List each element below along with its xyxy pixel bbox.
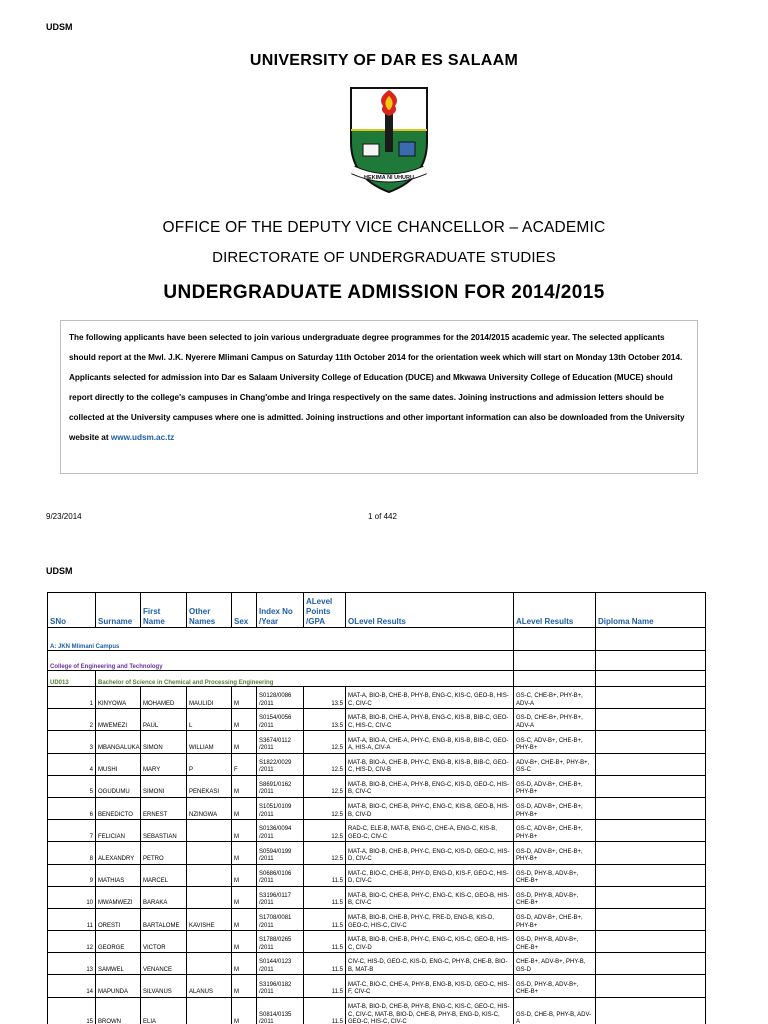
col-header-points: ALevel Points /GPA — [304, 593, 346, 628]
student-sex: M — [232, 975, 257, 997]
student-sex: M — [232, 997, 257, 1024]
student-diploma-name — [596, 953, 706, 975]
student-sno: 10 — [48, 886, 96, 908]
student-diploma-name — [596, 931, 706, 953]
student-sex: M — [232, 775, 257, 797]
student-sno: 14 — [48, 975, 96, 997]
table-row — [48, 775, 706, 797]
student-surname: BROWN — [96, 997, 141, 1024]
student-diploma-name — [596, 908, 706, 930]
student-index-number: S3674/0112 /2011 — [257, 731, 304, 753]
table-row — [48, 997, 706, 1024]
student-index-number: S1051/0109 /2011 — [257, 797, 304, 819]
student-first-name: SIMONI — [141, 775, 187, 797]
student-first-name: BARTALOME — [141, 908, 187, 930]
table-row — [48, 753, 706, 775]
campus-name: A: JKN Mlimani Campus — [48, 628, 514, 651]
student-olevel-results: MAT-B, BIO-D, CHE-B, PHY-B, ENG-C, KIS-C, GEO-C, HIS-C, CIV-C, MAT-B, BIO-D, CHE-B, PHY-B, ENG-D, KIS-C, GEO-C, HIS-C, CIV-C — [346, 997, 514, 1024]
student-diploma-name — [596, 886, 706, 908]
campus-row — [48, 628, 706, 651]
student-surname: BENEDICTO — [96, 797, 141, 819]
student-diploma-name — [596, 731, 706, 753]
student-diploma-name — [596, 975, 706, 997]
student-diploma-name — [596, 842, 706, 864]
student-index-number: S0814/0135 /2011 — [257, 997, 304, 1024]
student-surname: MWEMEZI — [96, 709, 141, 731]
student-diploma-name — [596, 753, 706, 775]
student-alevel-results: GS-C, ADV-B+, CHE-B+, PHY-B+ — [514, 731, 596, 753]
student-diploma-name — [596, 709, 706, 731]
student-surname: OGUDUMU — [96, 775, 141, 797]
table-row — [48, 953, 706, 975]
student-surname: ALEXANDRY — [96, 842, 141, 864]
student-olevel-results: MAT-B, BIO-B, CHE-A, PHY-B, ENG-C, KIS-D, GEO-C, HIS-B, CIV-C — [346, 775, 514, 797]
student-sno: 3 — [48, 731, 96, 753]
student-points: 11.5 — [304, 864, 346, 886]
student-index-number: S8691/0162 /2011 — [257, 775, 304, 797]
student-alevel-results: GS-D, PHY-B, ADV-B+, CHE-B+ — [514, 864, 596, 886]
col-header-sex: Sex — [232, 593, 257, 628]
student-first-name: ELIA — [141, 997, 187, 1024]
page2-header-label: UDSM — [46, 566, 73, 576]
student-first-name: MARY — [141, 753, 187, 775]
student-index-number: S0686/0106 /2011 — [257, 864, 304, 886]
student-first-name: MARCEL — [141, 864, 187, 886]
student-sno: 4 — [48, 753, 96, 775]
student-sex: M — [232, 842, 257, 864]
student-surname: MUSHI — [96, 753, 141, 775]
col-header-alevel: ALevel Results — [514, 593, 596, 628]
student-sno: 2 — [48, 709, 96, 731]
student-sex: M — [232, 820, 257, 842]
student-sex: M — [232, 886, 257, 908]
student-sno: 12 — [48, 931, 96, 953]
student-olevel-results: MAT-C, BIO-C, CHE-B, PHY-D, ENG-D, KIS-F, GEO-C, HIS-D, CIV-C — [346, 864, 514, 886]
footer-date: 9/23/2014 — [46, 512, 82, 521]
student-first-name: MOHAMED — [141, 687, 187, 709]
admission-table — [47, 592, 706, 1024]
student-index-number: S0154/0056 /2011 — [257, 709, 304, 731]
student-sex: M — [232, 731, 257, 753]
student-other-names: P — [187, 753, 232, 775]
student-alevel-results: CHE-B+, ADV-B+, PHY-B, GS-D — [514, 953, 596, 975]
student-first-name: VENANCE — [141, 953, 187, 975]
student-diploma-name — [596, 797, 706, 819]
student-other-names: KAVISHE — [187, 908, 232, 930]
student-sex: M — [232, 931, 257, 953]
student-olevel-results: MAT-A, BIO-A, CHE-A, PHY-C, ENG-B, KIS-B, BIB-C, GEO-A, HIS-A, CIV-A — [346, 731, 514, 753]
student-olevel-results: MAT-C, BIO-C, CHE-A, PHY-B, ENG-B, KIS-D, GEO-C, HIS-F, CIV-C — [346, 975, 514, 997]
student-first-name: SILVANUS — [141, 975, 187, 997]
student-other-names — [187, 886, 232, 908]
college-name: College of Engineering and Technology — [48, 651, 514, 671]
student-olevel-results: MAT-B, BIO-A, CHE-B, PHY-C, ENG-B, KIS-B, BIB-C, GEO-C, HIS-D, CIV-B — [346, 753, 514, 775]
col-header-index: Index No /Year — [257, 593, 304, 628]
programme-code: UD013 — [48, 671, 96, 687]
student-points: 12.5 — [304, 842, 346, 864]
student-index-number: S1822/0029 /2011 — [257, 753, 304, 775]
student-first-name: SIMON — [141, 731, 187, 753]
student-points: 12.5 — [304, 731, 346, 753]
student-sno: 6 — [48, 797, 96, 819]
col-header-olevel: OLevel Results — [346, 593, 514, 628]
directorate-heading: DIRECTORATE OF UNDERGRADUATE STUDIES — [212, 249, 556, 266]
office-heading: OFFICE OF THE DEPUTY VICE CHANCELLOR – ACADEMIC — [162, 219, 606, 236]
student-other-names: NZINGWA — [187, 797, 232, 819]
footer-page-number: 1 of 442 — [368, 512, 397, 521]
student-surname: FELICIAN — [96, 820, 141, 842]
student-points: 11.5 — [304, 908, 346, 930]
student-index-number: S0594/0199 /2011 — [257, 842, 304, 864]
student-surname: KINYOWA — [96, 687, 141, 709]
table-row — [48, 842, 706, 864]
student-olevel-results: MAT-B, BIO-B, CHE-B, PHY-C, ENG-C, KIS-C, GEO-B, HIS-C, CIV-D — [346, 931, 514, 953]
col-header-sno: SNo — [48, 593, 96, 628]
student-surname: MWAMWEZI — [96, 886, 141, 908]
student-alevel-results: GS-D, ADV-B+, CHE-B+, PHY-B+ — [514, 908, 596, 930]
student-surname: GEORGE — [96, 931, 141, 953]
student-index-number: S1788/0265 /2011 — [257, 931, 304, 953]
student-sno: 13 — [48, 953, 96, 975]
student-surname: ORESTI — [96, 908, 141, 930]
student-sno: 8 — [48, 842, 96, 864]
col-header-diploma: Diploma Name — [596, 593, 706, 628]
student-sex: M — [232, 908, 257, 930]
student-olevel-results: MAT-A, BIO-B, CHE-B, PHY-B, ENG-C, KIS-C, GEO-B, HIS-C, CIV-C — [346, 687, 514, 709]
student-points: 11.5 — [304, 975, 346, 997]
student-alevel-results: GS-C, CHE-B+, PHY-B+, ADV-A — [514, 687, 596, 709]
student-alevel-results: GS-C, ADV-B+, CHE-B+, PHY-B+ — [514, 820, 596, 842]
student-alevel-results: GS-D, CHE-B+, PHY-B+, ADV-A — [514, 709, 596, 731]
page-header-label: UDSM — [46, 22, 73, 32]
student-first-name: SEBASTIAN — [141, 820, 187, 842]
notice-text: The following applicants have been selected to join various undergraduate degree programmes for the 2014/2015 academic year. The selected applicants should report at the Mwl. J.K. Nyerere Mlimani Campus on Saturday 11th October 2014 for the orientation week which will start on Monday 13th October 2014. Applicants selected for admission into Dar es Salaam University College of Education (DUCE) and Mkwawa University College of Education (MUCE) should report directly to the college's campuses in Chang'ombe and Iringa respectively on the same dates. Joining instructions and admission letters should be collected at the University campuses where one is admitted. Joining instructions and other important information can also be downloaded from the University website at — [69, 333, 685, 442]
student-points: 13.5 — [304, 709, 346, 731]
student-sex: F — [232, 753, 257, 775]
student-points: 11.5 — [304, 931, 346, 953]
student-olevel-results: RAD-C, ELE-B, MAT-B, ENG-C, CHE-A, ENG-C, KIS-B, GEO-C, CIV-C — [346, 820, 514, 842]
student-other-names: WILLIAM — [187, 731, 232, 753]
college-row — [48, 651, 706, 671]
student-sno: 1 — [48, 687, 96, 709]
logo-motto: HEKIMA NI UHURU — [364, 175, 414, 181]
student-sno: 7 — [48, 820, 96, 842]
table-row — [48, 931, 706, 953]
student-olevel-results: MAT-B, BIO-B, CHE-B, PHY-C, FRE-D, ENG-B, KIS-D, GEO-C, HIS-C, CIV-C — [346, 908, 514, 930]
student-index-number: S3196/0117 /2011 — [257, 886, 304, 908]
student-alevel-results: GS-D, ADV-B+, CHE-B+, PHY-B+ — [514, 775, 596, 797]
university-crest-logo — [339, 82, 439, 196]
student-first-name: PAUL — [141, 709, 187, 731]
student-other-names — [187, 864, 232, 886]
student-diploma-name — [596, 997, 706, 1024]
student-index-number: S0136/0094 /2011 — [257, 820, 304, 842]
student-diploma-name — [596, 687, 706, 709]
student-sex: M — [232, 709, 257, 731]
student-olevel-results: MAT-A, BIO-B, CHE-B, PHY-C, ENG-C, KIS-D, GEO-C, HIS-D, CIV-C — [346, 842, 514, 864]
table-row — [48, 709, 706, 731]
student-points: 11.5 — [304, 997, 346, 1024]
col-header-first-name: First Name — [141, 593, 187, 628]
student-olevel-results: MAT-B, BIO-C, CHE-B, PHY-C, ENG-C, KIS-B, GEO-B, HIS-B, CIV-D — [346, 797, 514, 819]
table-row — [48, 820, 706, 842]
student-points: 12.5 — [304, 753, 346, 775]
student-sex: M — [232, 864, 257, 886]
table-row — [48, 797, 706, 819]
student-surname: MATHIAS — [96, 864, 141, 886]
student-olevel-results: MAT-B, BIO-B, CHE-A, PHY-B, ENG-C, KIS-B, BIB-C, GEO-C, HIS-C, CIV-C — [346, 709, 514, 731]
student-sno: 5 — [48, 775, 96, 797]
student-points: 12.5 — [304, 820, 346, 842]
university-title: UNIVERSITY OF DAR ES SALAAM — [249, 52, 519, 69]
student-first-name: PETRO — [141, 842, 187, 864]
table-row — [48, 687, 706, 709]
table-row — [48, 908, 706, 930]
student-alevel-results: GS-D, CHE-B, PHY-B, ADV-A — [514, 997, 596, 1024]
website-link[interactable]: www.udsm.ac.tz — [110, 433, 175, 442]
table-row — [48, 886, 706, 908]
student-alevel-results: GS-D, PHY-B, ADV-B+, CHE-B+ — [514, 886, 596, 908]
programme-row — [48, 671, 706, 687]
student-first-name: VICTOR — [141, 931, 187, 953]
student-points: 12.5 — [304, 775, 346, 797]
student-first-name: ERNEST — [141, 797, 187, 819]
student-index-number: S0144/0123 /2011 — [257, 953, 304, 975]
student-sex: M — [232, 797, 257, 819]
student-other-names — [187, 931, 232, 953]
student-diploma-name — [596, 820, 706, 842]
student-surname: MAPUNDA — [96, 975, 141, 997]
student-sex: M — [232, 687, 257, 709]
student-points: 12.5 — [304, 797, 346, 819]
student-other-names — [187, 842, 232, 864]
student-sno: 11 — [48, 908, 96, 930]
student-alevel-results: ADV-B+, CHE-B+, PHY-B+, GS-C — [514, 753, 596, 775]
student-diploma-name — [596, 775, 706, 797]
student-sex: M — [232, 953, 257, 975]
student-index-number: S0128/0086 /2011 — [257, 687, 304, 709]
table-row — [48, 864, 706, 886]
student-olevel-results: MAT-B, BIO-C, CHE-B, PHY-C, ENG-C, KIS-C, GEO-B, HIS-B, CIV-C — [346, 886, 514, 908]
student-points: 13.5 — [304, 687, 346, 709]
student-alevel-results: GS-D, PHY-B, ADV-B+, CHE-B+ — [514, 931, 596, 953]
student-alevel-results: GS-D, PHY-B, ADV-B+, CHE-B+ — [514, 975, 596, 997]
col-header-surname: Surname — [96, 593, 141, 628]
student-surname: SAMWEL — [96, 953, 141, 975]
student-alevel-results: GS-D, ADV-B+, CHE-B+, PHY-B+ — [514, 842, 596, 864]
student-other-names — [187, 997, 232, 1024]
table-row — [48, 731, 706, 753]
student-index-number: S1708/0081 /2011 — [257, 908, 304, 930]
student-alevel-results: GS-D, ADV-B+, CHE-B+, PHY-B+ — [514, 797, 596, 819]
student-other-names: PENEKASI — [187, 775, 232, 797]
student-sno: 15 — [48, 997, 96, 1024]
student-index-number: S3196/0182 /2011 — [257, 975, 304, 997]
student-sno: 9 — [48, 864, 96, 886]
student-other-names: MAULIDI — [187, 687, 232, 709]
table-row — [48, 975, 706, 997]
student-points: 11.5 — [304, 953, 346, 975]
student-olevel-results: CIV-C, HIS-D, GEO-C, KIS-D, ENG-C, PHY-B, CHE-B, BIO-B, MAT-B — [346, 953, 514, 975]
student-other-names — [187, 953, 232, 975]
admission-notice — [60, 320, 698, 474]
student-surname: MBANGALUKA — [96, 731, 141, 753]
programme-name: Bachelor of Science in Chemical and Processing Engineering — [96, 671, 514, 687]
student-other-names: L — [187, 709, 232, 731]
student-other-names: ALANUS — [187, 975, 232, 997]
col-header-other-names: Other Names — [187, 593, 232, 628]
student-diploma-name — [596, 864, 706, 886]
admission-heading: UNDERGRADUATE ADMISSION FOR 2014/2015 — [163, 282, 605, 303]
student-points: 11.5 — [304, 886, 346, 908]
table-header-row — [48, 593, 706, 628]
student-other-names — [187, 820, 232, 842]
student-first-name: BARAKA — [141, 886, 187, 908]
